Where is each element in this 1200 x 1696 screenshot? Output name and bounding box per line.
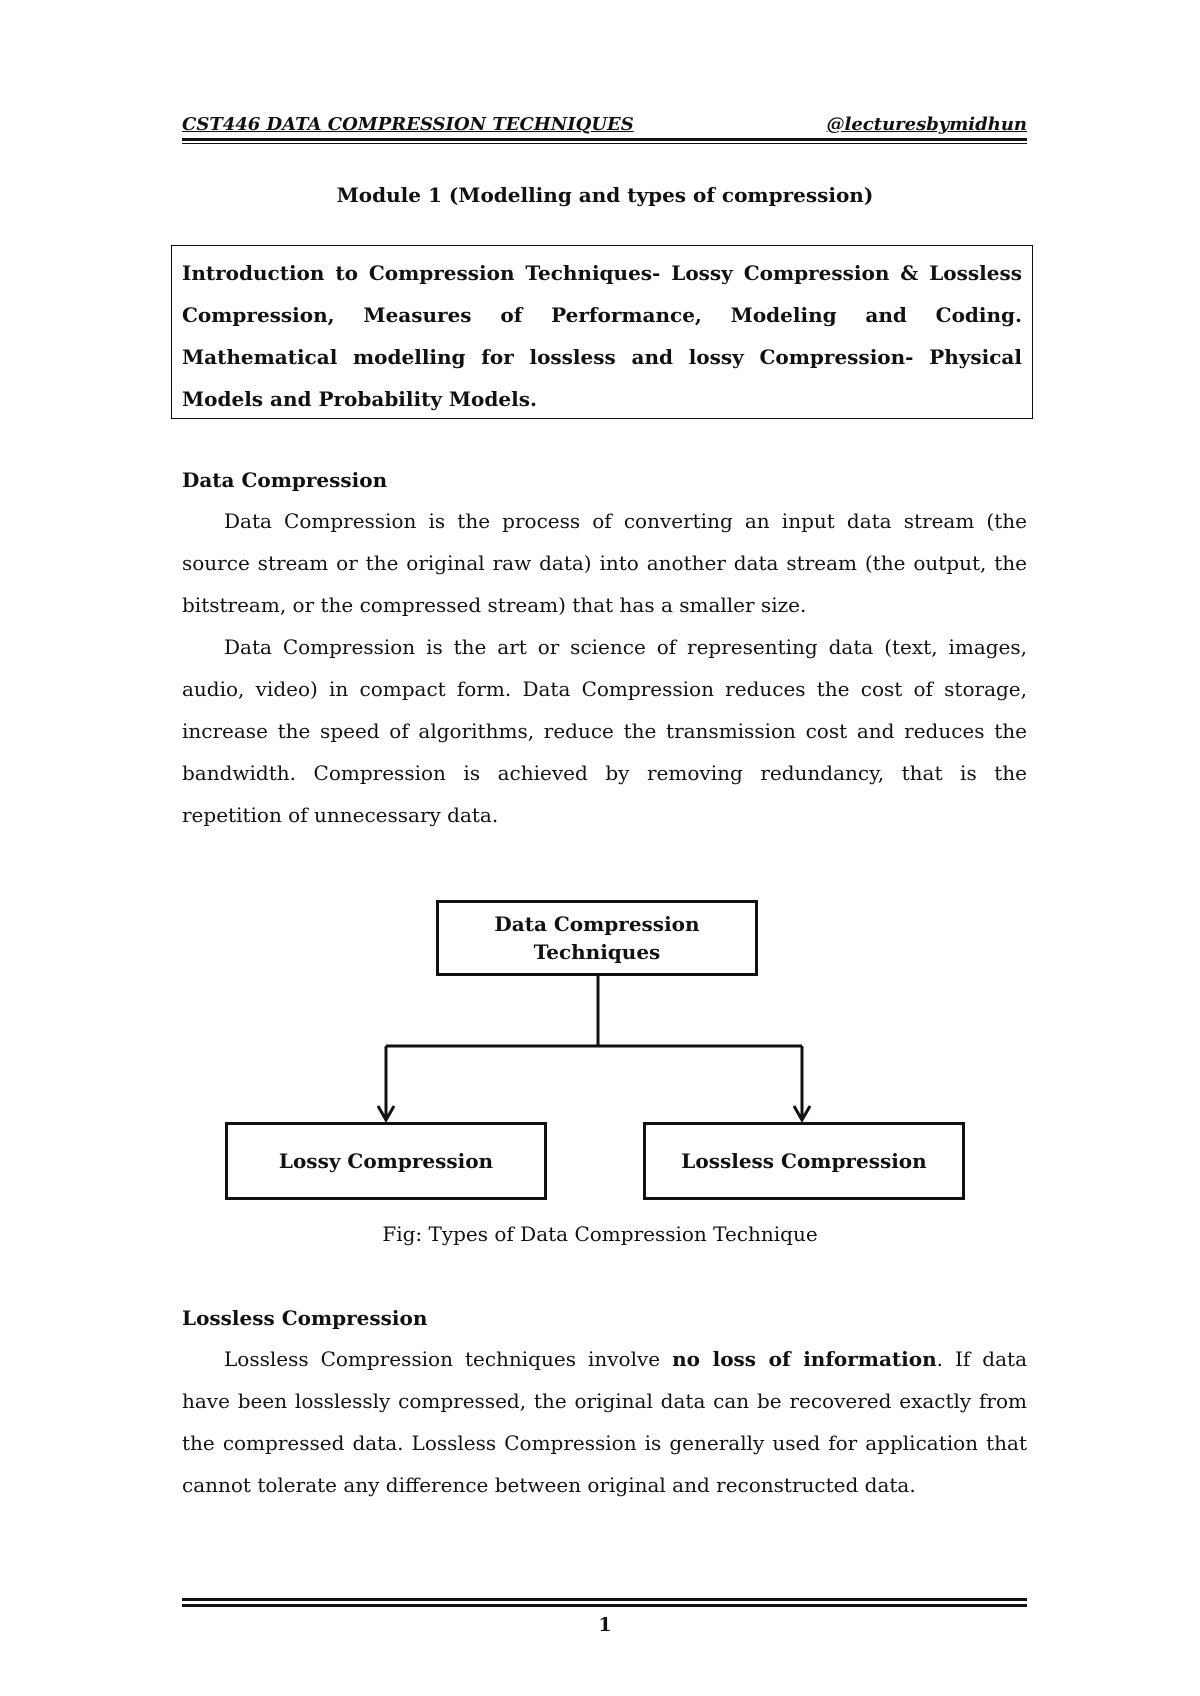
lossless-compression-heading: Lossless Compression	[182, 1306, 428, 1330]
author-handle: @lecturesbymidhun	[826, 114, 1027, 135]
page-number: 1	[598, 1614, 612, 1636]
data-compression-paragraph-1: Data Compression is the process of converting an input data stream (the source stream or the original raw data) into another data stream (the output, the bitstream, or the compressed stream) that has a smaller size.	[182, 509, 1027, 617]
data-compression-paragraph-2: Data Compression is the art or science of representing data (text, images, audio, video) in compact form. Data Compression reduces the cost of storage, increase the speed of algorithms, reduce the transmission cost and reduces the bandwidth. Compression is achieved by removing redundancy, that is the repetition of unnecessary data.	[182, 635, 1027, 827]
course-title: CST446 DATA COMPRESSION TECHNIQUES	[182, 114, 634, 135]
lossless-text-end: . If data have been losslessly compressed, the original data can be recovered exactly from the compressed data. Lossless Compression is generally used for application that cannot tolerate any difference between original and reconstructed data.	[182, 1347, 1027, 1497]
lossy-compression-node	[225, 1122, 547, 1200]
lossless-compression-node	[643, 1122, 965, 1200]
root-node	[436, 900, 758, 976]
footer-rule-second	[182, 1604, 1027, 1607]
lossy-compression-label: Lossy Compression	[278, 1149, 494, 1173]
lossless-compression-paragraph	[182, 1338, 1027, 1506]
compression-types-diagram	[0, 880, 1200, 1220]
header-rule	[182, 138, 1027, 141]
lossless-compression-label: Lossless Compression	[681, 1149, 927, 1173]
figure-caption: Fig: Types of Data Compression Technique	[382, 1222, 818, 1246]
footer-rule	[182, 1598, 1027, 1601]
data-compression-heading: Data Compression	[182, 468, 388, 492]
module-title: Module 1 (Modelling and types of compression)	[336, 183, 874, 207]
page-header	[182, 112, 1027, 142]
lossless-emphasis: no loss of information	[672, 1347, 937, 1371]
syllabus-box	[171, 245, 1033, 419]
root-node-line-1: Data Compression	[494, 912, 700, 936]
syllabus-text: Introduction to Compression Techniques- Lossy Compression & Lossless Compression, Measures of Performance, Modeling and Coding. Mathematical modelling for lossless and lossy Compression- Physical Models and Probability Models.	[182, 261, 1022, 411]
lossless-text-start: Lossless Compression techniques involve	[224, 1347, 673, 1371]
header-rule-thin	[182, 143, 1027, 144]
root-node-line-2: Techniques	[533, 940, 661, 964]
